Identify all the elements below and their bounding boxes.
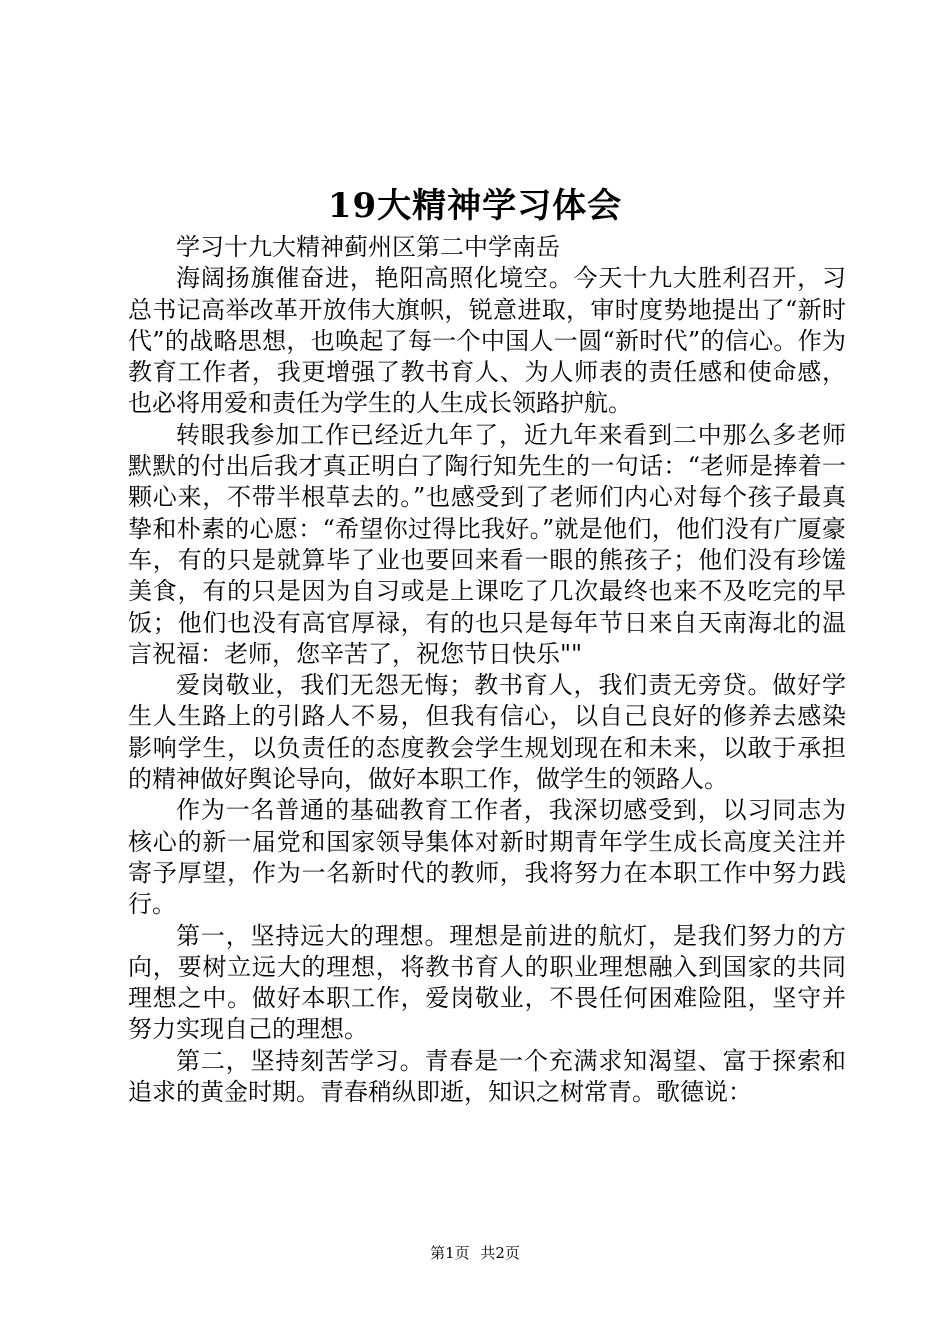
- byline-paragraph: 学习十九大精神蓟州区第二中学南岳: [176, 233, 560, 261]
- document-title: 19大精神学习体会: [327, 186, 623, 226]
- body-paragraph: 转眼我参加工作已经近九年了，近九年来看到二中那么多老师默默的付出后我才真正明白了陶行知先生的一句话：“老师是捧着一颗心来，不带半根草去的。”也感受到了老师们内心对每个孩子最真挚和朴素的心愿：“希望你过得比我好。”就是他们，他们没有广厦豪车，有的只是就算毕了业也要回来看一眼的熊孩子；他们没有珍馐美食，有的只是因为自习或是上课吃了几次最终也来不及吃完的早饭；他们也没有高官厚禄，有的也只是每年节日来自天南海北的温言祝福：老师，您辛苦了，祝您节日快乐"": [128, 420, 846, 668]
- body-paragraph: 海阔扬旗催奋进，艳阳高照化境空。今天十九大胜利召开，习总书记高举改革开放伟大旗帜，锐意进取，审时度势地提出了“新时代”的战略思想，也唤起了每一个中国人一圆“新时代”的信心。作为教育工作者，我更增强了教书育人、为人师表的责任感和使命感，也必将用爱和责任为学生的人生成长领路护航。: [128, 264, 846, 418]
- body-paragraph: 作为一名普通的基础教育工作者，我深切感受到，以习同志为核心的新一届党和国家领导集体对新时期青年学生成长高度关注并寄予厚望，作为一名新时代的教师，我将努力在本职工作中努力践行。: [128, 796, 846, 919]
- body-paragraph: 第二，坚持刻苦学习。青春是一个充满求知渴望、富于探索和追求的黄金时期。青春稍纵即逝，知识之树常青。歌德说：: [128, 1046, 846, 1107]
- page-footer: 第1页 共2页: [430, 1244, 520, 1262]
- document-body: [128, 232, 846, 1108]
- body-paragraph: 爱岗敬业，我们无怨无悔；教书育人，我们责无旁贷。做好学生人生路上的引路人不易，但我有信心，以自己良好的修养去感染影响学生，以负责任的态度教会学生规划现在和未来，以敢于承担的精神做好舆论导向，做好本职工作，做学生的领路人。: [128, 671, 846, 794]
- body-paragraph: 第一，坚持远大的理想。理想是前进的航灯，是我们努力的方向，要树立远大的理想，将教书育人的职业理想融入到国家的共同理想之中。做好本职工作，爱岗敬业，不畏任何困难险阻，坚守并努力实现自己的理想。: [128, 921, 846, 1044]
